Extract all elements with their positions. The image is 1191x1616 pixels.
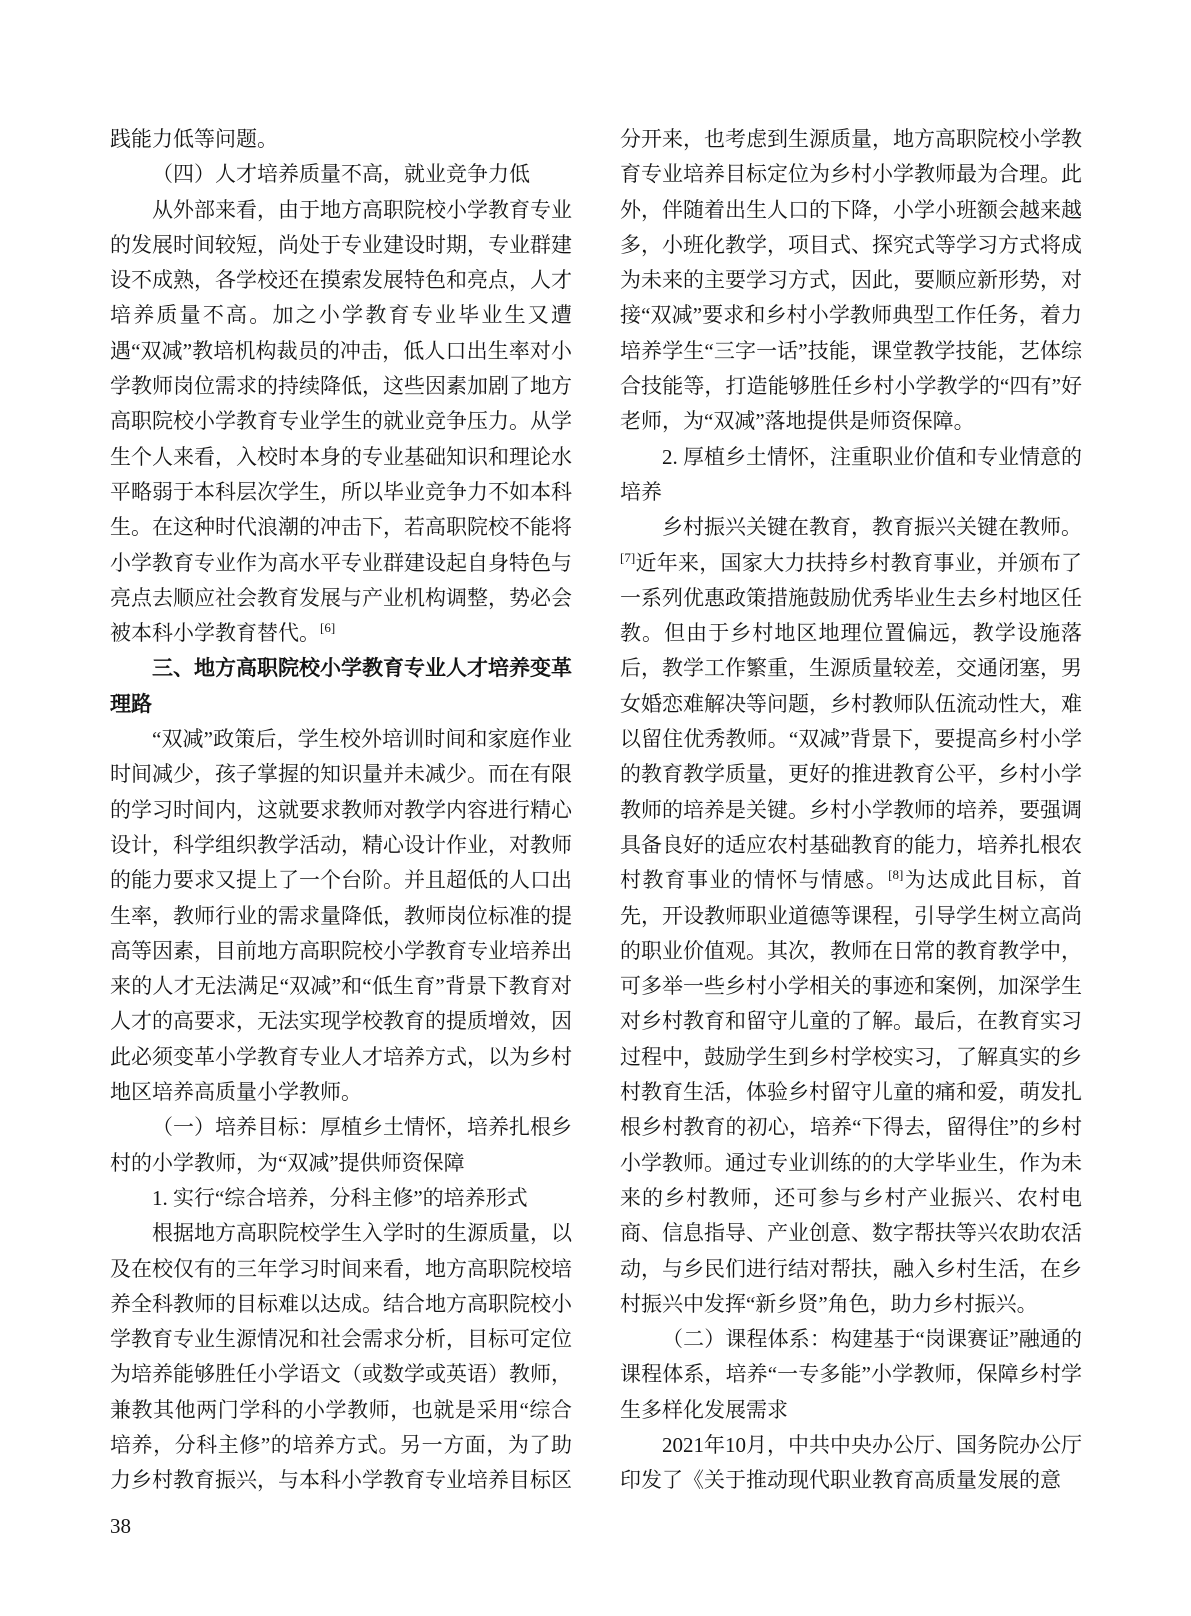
body-paragraph: 2. 厚植乡土情怀，注重职业价值和专业情意的培养 (620, 444, 1082, 504)
subsection-heading: （二）课程体系：构建基于“岗课赛证”融通的课程体系，培养“一专多能”小学教师，保障乡村学生多样化发展需求 (620, 1327, 1082, 1422)
article-body (110, 122, 1082, 1499)
body-paragraph: 乡村振兴关键在教育，教育振兴关键在教师。[7]近年来，国家大力扶持乡村教育事业，并颁布了一系列优惠政策措施鼓励优秀毕业生去乡村地区任教。但由于乡村地区地理位置偏远，教学设施落后，教学工作繁重，生源质量较差，交通闭塞，男女婚恋难解决等问题，乡村教师队伍流动性大，难以留住优秀教师。“双减”背景下，要提高乡村小学的教育教学质量，更好的推进教育公平，乡村小学教师的培养是关键。乡村小学教师的培养，要强调具备良好的适应农村基础教育的能力，培养扎根农村教育事业的情怀与情感。[8]为达成此目标，首先，开设教师职业道德等课程，引导学生树立高尚的职业价值观。其次，教师在日常的教育教学中，可多举一些乡村小学相关的事迹和案例，加深学生对乡村教育和留守儿童的了解。最后，在教育实习过程中，鼓励学生到乡村学校实习，了解真实的乡村教育生活，体验乡村留守儿童的痛和爱，萌发扎根乡村教育的初心，培养“下得去，留得住”的乡村小学教师。通过专业训练的的大学毕业生，作为未来的乡村教师，还可参与乡村产业振兴、农村电商、信息指导、产业创意、数字帮扶等兴农助农活动，与乡民们进行结对帮扶，融入乡村生活，在乡村振兴中发挥“新乡贤”角色，助力乡村振兴。 (620, 515, 1083, 1316)
body-paragraph: 根据地方高职院校学生入学时的生源质量，以及在校仅有的三年学习时间来看，地方高职院校培养全科教师的目标难以达成。结合地方高职院校小学教育专业生源情况和社会需求分析，目标可定位为培养能够胜任小学语文（或数学或英语）教师，兼教其他两门学科的小学教师，也就是采用“综合培养，分科主修”的培养方式。另一方面，为了助力乡村教育振兴，与本科小学教育专业培养目标区 (110, 1221, 572, 1493)
section-heading: 三、地方高职院校小学教育专业人才培养变革理路 (110, 657, 572, 716)
body-paragraph: 从外部来看，由于地方高职院校小学教育专业的发展时间较短，尚处于专业建设时期，专业群建设不成熟，各学校还在摸索发展特色和亮点，人才培养质量不高。加之小学教育专业毕业生又遭遇“双减”教培机构裁员的冲击，低人口出生率对小学教师岗位需求的持续降低，这些因素加剧了地方高职院校小学教育专业学生的就业竞争压力。从学生个人来看，入校时本身的专业基础知识和理论水平略弱于本科层次学生，所以毕业竞争力不如本科生。在这种时代浪潮的冲击下，若高职院校不能将小学教育专业作为高水平专业群建设起自身特色与亮点去顺应社会教育发展与产业机构调整，势必会被本科小学教育替代。[6] (110, 197, 572, 646)
column-right (620, 122, 1082, 1499)
subsection-heading: （四）人才培养质量不高，就业竞争力低 (152, 162, 530, 187)
body-paragraph: “双减”政策后，学生校外培训时间和家庭作业时间减少，孩子掌握的知识量并未减少。而在有限的学习时间内，这就要求教师对教学内容进行精心设计，科学组织教学活动，精心设计作业，对教师的能力要求又提上了一个台阶。并且超低的人口出生率，教师行业的需求量降低，教师岗位标准的提高等因素，目前地方高职院校小学教育专业培养出来的人才无法满足“双减”和“低生育”背景下教育对人才的高要求，无法实现学校教育的提质增效，因此必须变革小学教育专业人才培养方式，以为乡村地区培养高质量小学教师。 (110, 727, 572, 1105)
page-number: 38 (110, 1514, 131, 1538)
body-paragraph: 分开来，也考虑到生源质量，地方高职院校小学教育专业培养目标定位为乡村小学教师最为合理。此外，伴随着出生人口的下降，小学小班额会越来越多，小班化教学，项目式、探究式等学习方式将成为未来的主要学习方式，因此，要顺应新形势，对接“双减”要求和乡村小学教师典型工作任务，着力培养学生“三字一话”技能，课堂教学技能，艺体综合技能等，打造能够胜任乡村小学教学的“四有”好老师，为“双减”落地提供是师资保障。 (620, 127, 1082, 434)
body-paragraph: 1. 实行“综合培养，分科主修”的培养形式 (152, 1185, 528, 1210)
body-paragraph: 2021年10月，中共中央办公厅、国务院办公厅印发了《关于推动现代职业教育高质量发展的意 (620, 1432, 1082, 1493)
column-left (110, 122, 572, 1499)
citation-marker: [6] (320, 620, 336, 636)
subsection-heading: （一）培养目标：厚植乡土情怀，培养扎根乡村的小学教师，为“双减”提供师资保障 (110, 1115, 572, 1175)
body-paragraph: 践能力低等问题。 (110, 127, 278, 151)
citation-marker: [7] (620, 549, 636, 565)
citation-marker: [8] (888, 867, 904, 883)
